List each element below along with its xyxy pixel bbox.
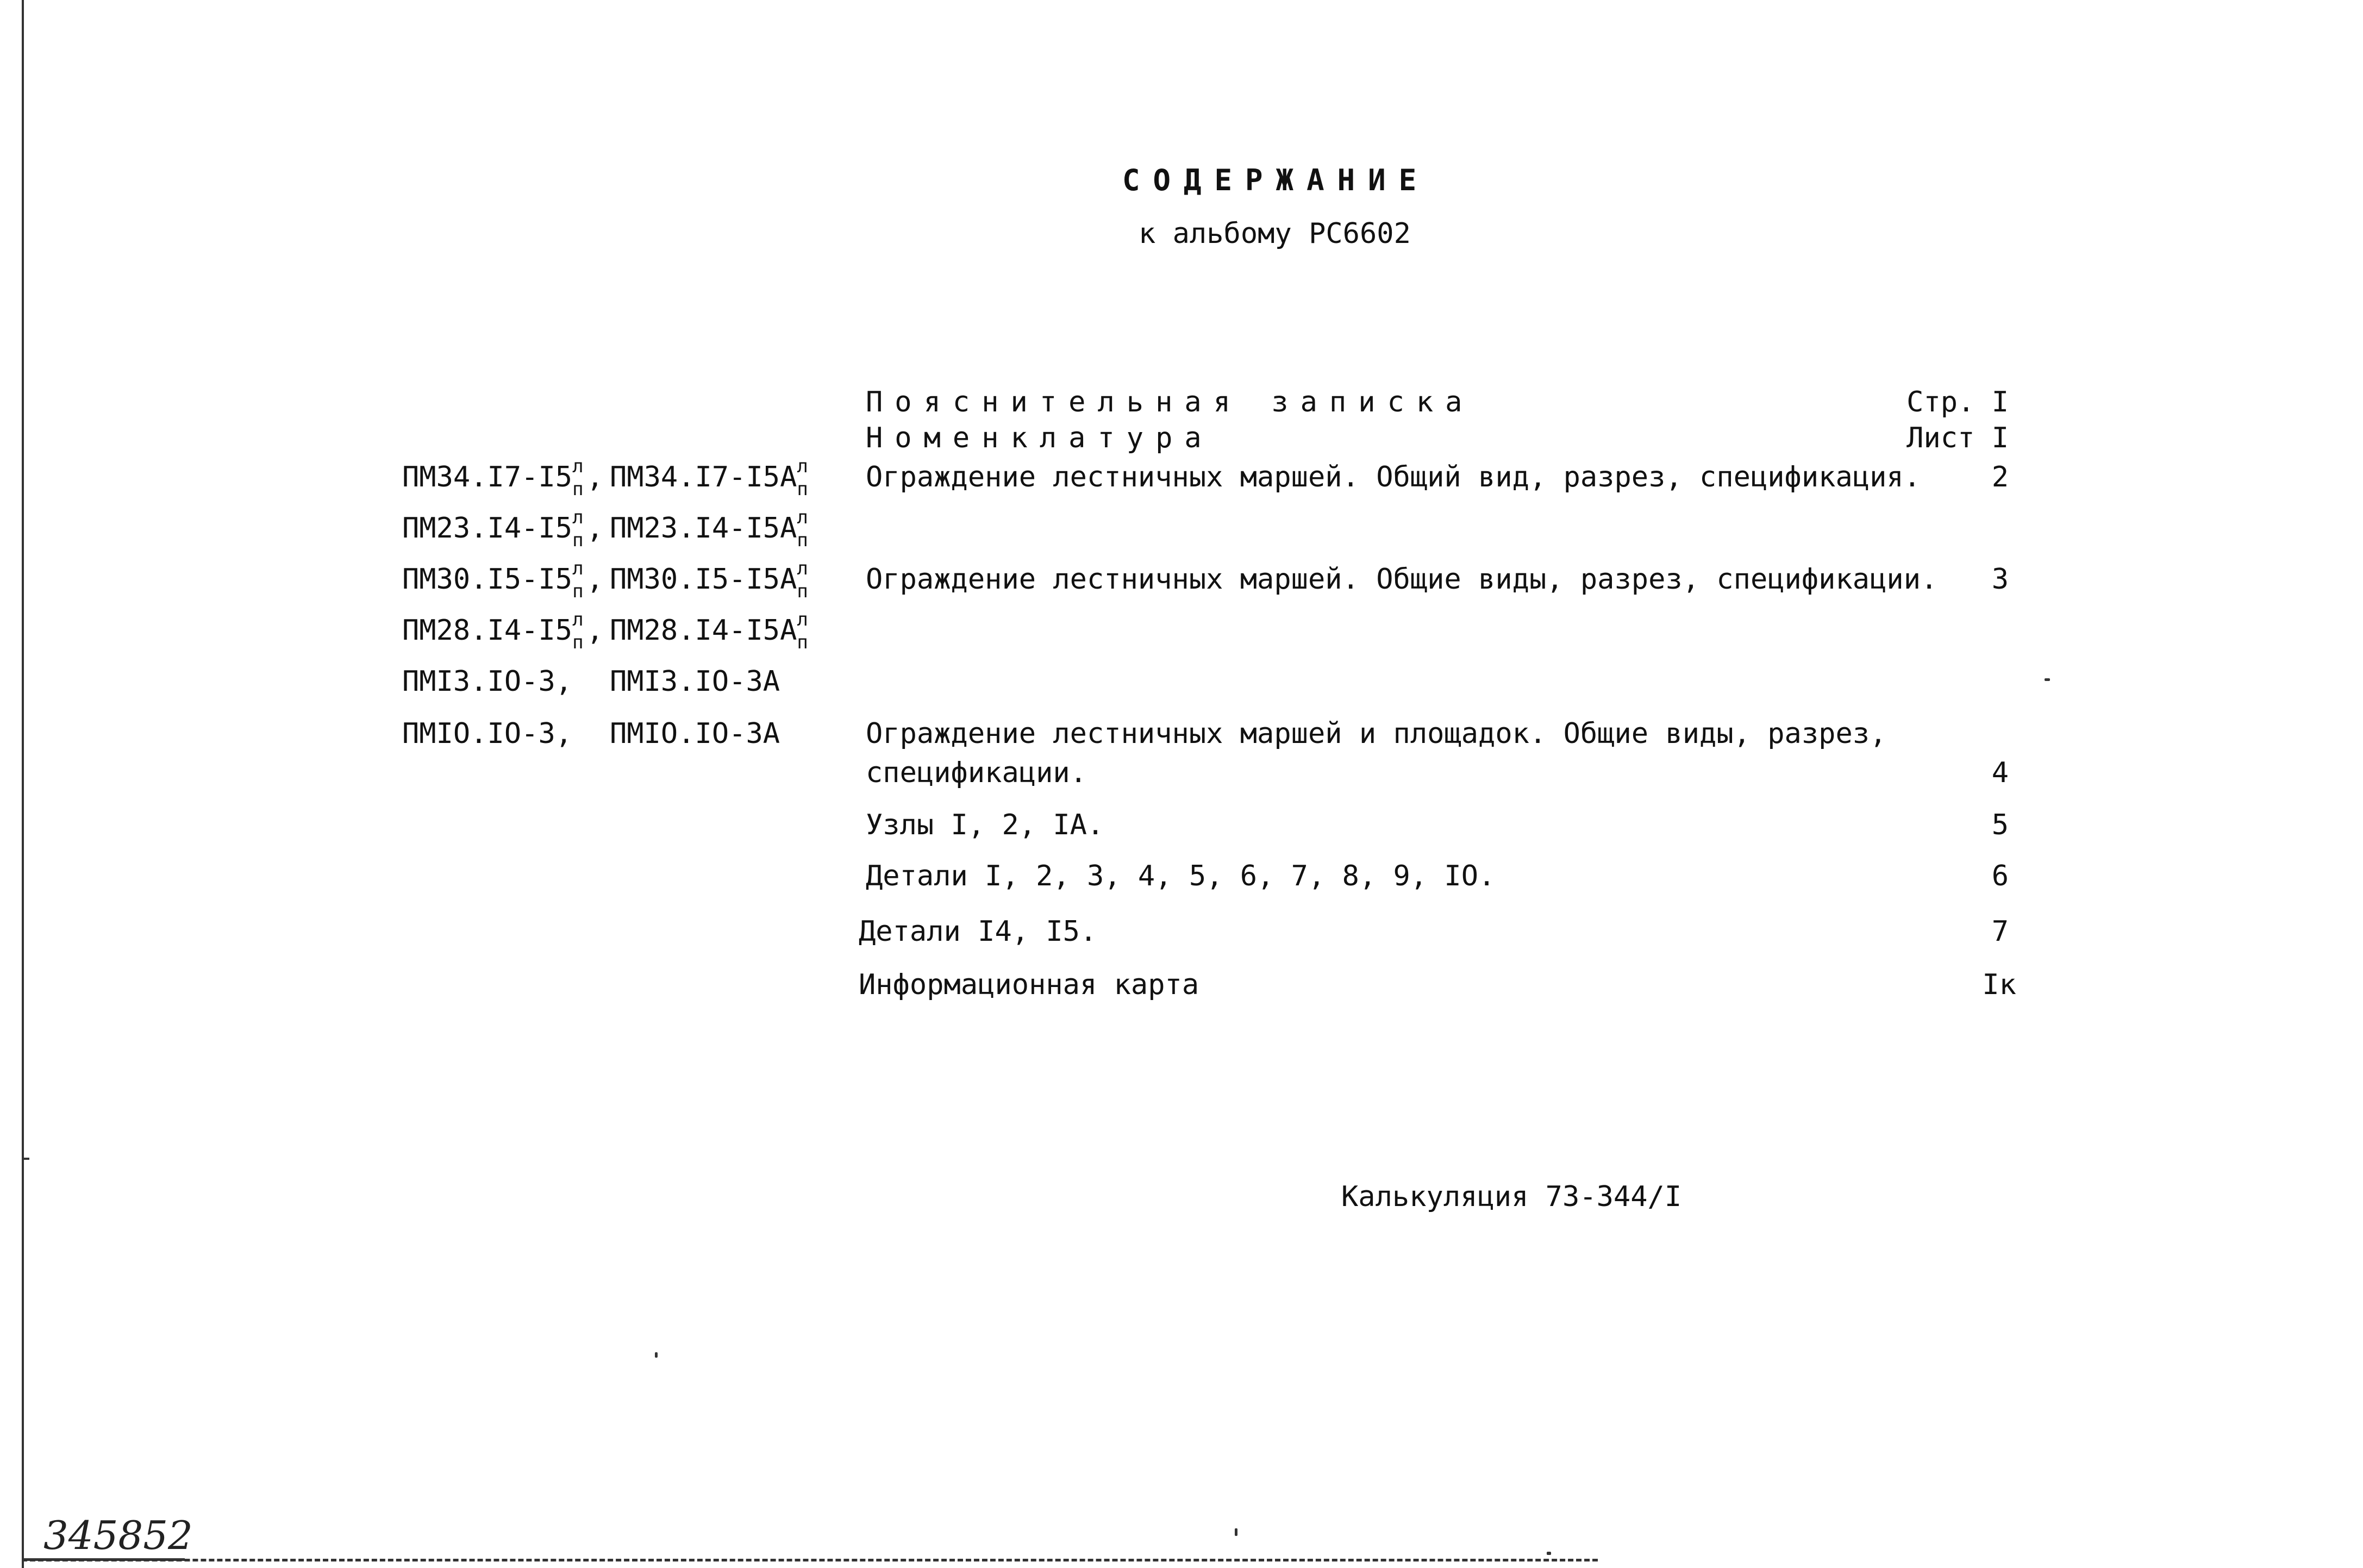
toc-intro-page: Стр. I [1906, 386, 2009, 418]
scan-speck [1547, 1552, 1551, 1555]
toc-item-text: Ограждение лестничных маршей. Общий вид, разрез, спецификация. [866, 461, 1921, 493]
bottom-frame-dashed-line [22, 1559, 1598, 1561]
handwritten-stamp-number: 345852 [43, 1513, 193, 1558]
toc-item-sheet: 5 [1991, 809, 2009, 841]
toc-item-sheet: 4 [1991, 757, 2009, 789]
toc-nomenclature-page: Лист I [1906, 422, 2009, 454]
left-frame-line [22, 0, 24, 1568]
mark-left: ПМ34.I7-I5 л п , [402, 455, 604, 500]
toc-item-text-continuation: спецификации. [866, 757, 1087, 789]
scan-speck [2045, 678, 2050, 681]
toc-item-text: Информационная карта [859, 969, 1199, 1001]
mark-right: ПМ28.I4-I5А л п [610, 609, 808, 653]
toc-item-text: Узлы I, 2, IA. [866, 809, 1104, 841]
mark-left: ПМIO.IO-3, [402, 717, 573, 750]
toc-item-text: Ограждение лестничных маршей. Общие виды, разрез, спецификации. [866, 563, 1938, 596]
mark-left: ПМ30.I5-I5 л п , [402, 558, 604, 602]
toc-item-sheet: 2 [1991, 461, 2009, 493]
document-title: СОДЕРЖАНИЕ [1122, 163, 1430, 197]
document-subtitle: к альбому РС6602 [1139, 217, 1411, 250]
frame-tick [22, 1158, 29, 1160]
toc-item-sheet: 7 [1991, 915, 2009, 948]
mark-right: ПМIO.IO-3А [610, 717, 780, 750]
toc-intro-label: Пояснительная записка [866, 386, 1474, 418]
mark-left: ПМ28.I4-I5 л п , [402, 609, 604, 653]
toc-item-text: Детали I, 2, 3, 4, 5, 6, 7, 8, 9, IO. [866, 860, 1496, 892]
toc-item-text: Детали I4, I5. [859, 915, 1097, 948]
mark-left: ПМ23.I4-I5 л п , [402, 507, 604, 551]
toc-item-text: Ограждение лестничных маршей и площадок. Общие виды, разрез, [866, 717, 1887, 750]
toc-nomenclature-label: Номенклатура [866, 422, 1214, 454]
scan-speck [1235, 1528, 1237, 1536]
calculation-reference: Калькуляция 73-344/I [1341, 1180, 1682, 1213]
mark-right: ПМI3.IO-3А [610, 665, 780, 698]
scan-speck [655, 1352, 658, 1358]
mark-left: ПМI3.IO-3, [402, 665, 573, 698]
toc-item-sheet: Iк [1982, 969, 2016, 1001]
mark-right: ПМ23.I4-I5А л п [610, 507, 808, 551]
toc-item-sheet: 3 [1991, 563, 2009, 596]
mark-right: ПМ34.I7-I5А л п [610, 455, 808, 500]
mark-right: ПМ30.I5-I5А л п [610, 558, 808, 602]
toc-item-sheet: 6 [1991, 860, 2009, 892]
